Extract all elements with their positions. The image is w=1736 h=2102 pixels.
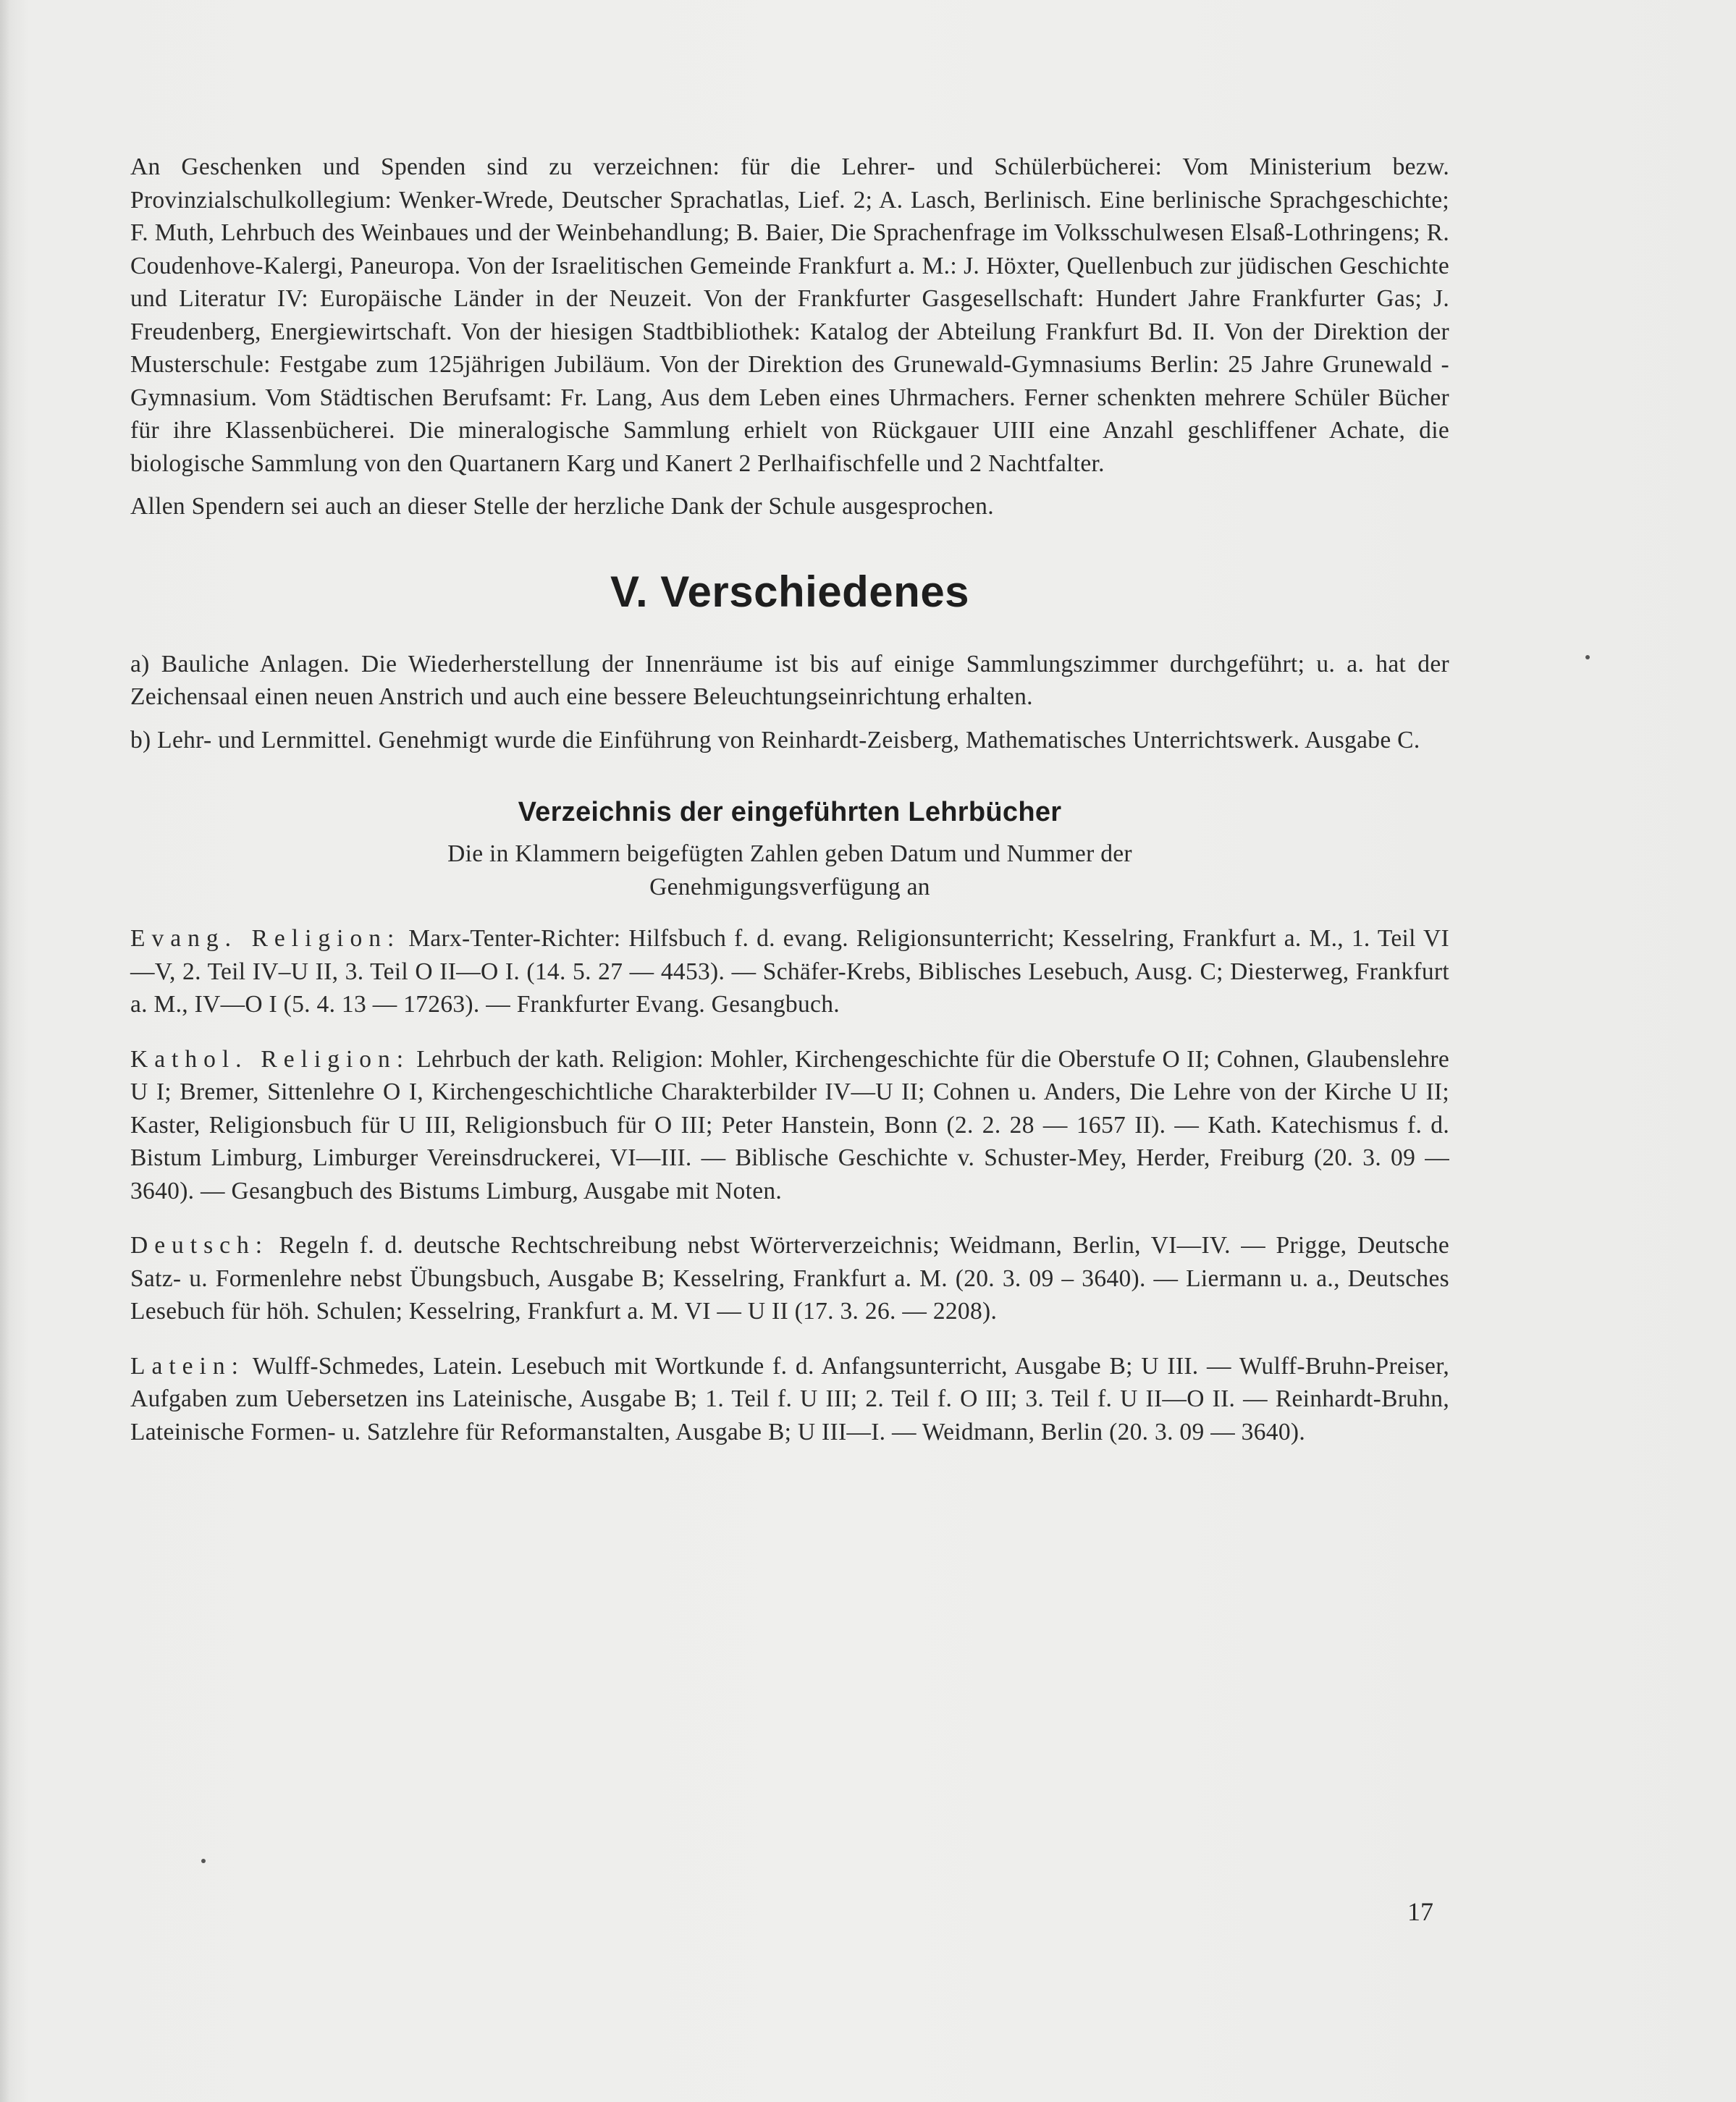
- ink-speck: [1585, 655, 1590, 659]
- subject-label: Evang. Religion:: [130, 925, 401, 952]
- page-content: [130, 151, 1449, 1470]
- subject-label: Latein:: [130, 1352, 245, 1380]
- page-number: 17: [1407, 1897, 1433, 1926]
- section-title: V. Verschiedenes: [610, 567, 970, 616]
- subject-text: Regeln f. d. deutsche Rechtschreibung nebst Wörterverzeichnis; Weidmann, Berlin, VI—IV. — Prigge, Deutsche Satz- u. Formenlehre nebst Übungsbuch, Ausgabe B; Kesselring, Frankfurt a. M. (20. 3. 09 – 3640). — Liermann u. a., Deutsches Lesebuch für höh. Schulen; Kesselring, Frankfurt a. M. VI — U II (17. 3. 26. — 2208).: [130, 1232, 1449, 1325]
- item-a-paragraph: a) Bauliche Anlagen. Die Wiederherstellung der Innenräume ist bis auf einige Sammlungszimmer durchgeführt; u. a. hat der Zeichensaal einen neuen Anstrich und auch eine bessere Beleuchtungseinrichtung erhalten.: [130, 650, 1449, 710]
- subject-latein: [130, 1350, 1449, 1449]
- list-title: Verzeichnis der eingeführten Lehrbücher: [518, 797, 1062, 827]
- subject-text: Wulff-Schmedes, Latein. Lesebuch mit Wortkunde f. d. Anfangsunterricht, Ausgabe B; U III. — Wulff-Bruhn-Preiser, Aufgaben zum Uebersetzen ins Lateinische, Ausgabe B; 1. Teil f. U III; 2. Teil f. O III; 3. Teil f. U II—O II. — Reinhardt-Bruhn, Lateinische Formen- u. Satzlehre für Reformanstalten, Ausgabe B; U III—I. — Weidmann, Berlin (20. 3. 09 — 3640).: [130, 1352, 1449, 1445]
- subject-label: Kathol. Religion:: [130, 1045, 410, 1073]
- list-note-line-2: Genehmigungsverfügung an: [649, 873, 930, 900]
- intro-paragraph: An Geschenken und Spenden sind zu verzeichnen: für die Lehrer- und Schülerbücherei: Vom Ministerium bezw. Provinzialschulkollegium: Wenker-Wrede, Deutscher Sprachatlas, Lief. 2; A. Lasch, Berlinisch. Eine berlinische Sprachgeschichte; F. Muth, Lehrbuch des Weinbaues und der Weinbehandlung; B. Baier, Die Sprachenfrage im Volksschulwesen Elsaß-Lothringens; R. Coudenhove-Kalergi, Paneuropa. Von der Israelitischen Gemeinde Frankfurt a. M.: J. Höxter, Quellenbuch zur jüdischen Geschichte und Literatur IV: Europäische Länder in der Neuzeit. Von der Frankfurter Gasgesellschaft: Hundert Jahre Frankfurter Gas; J. Freudenberg, Energiewirtschaft. Von der hiesigen Stadtbibliothek: Katalog der Abteilung Frankfurt Bd. II. Von der Direktion der Musterschule: Festgabe zum 125jährigen Jubiläum. Von der Direktion des Grunewald-Gymnasiums Berlin: 25 Jahre Grunewald - Gymnasium. Vom Städtischen Berufsamt: Fr. Lang, Aus dem Leben eines Uhrmachers. Ferner schenkten mehrere Schüler Bücher für ihre Klassenbücherei. Die mineralogische Sammlung erhielt von Rückgauer UIII eine Anzahl geschliffener Achate, die biologische Sammlung von den Quartanern Karg und Kanert 2 Perlhaifischfelle und 2 Nachtfalter.: [130, 153, 1449, 477]
- ink-speck: [201, 1859, 206, 1863]
- thanks-paragraph: Allen Spendern sei auch an dieser Stelle der herzliche Dank der Schule ausgesprochen.: [130, 493, 994, 520]
- subject-label: Deutsch:: [130, 1232, 269, 1259]
- list-note-line-1: Die in Klammern beigefügten Zahlen geben Datum und Nummer der: [447, 840, 1132, 867]
- subject-text: Lehrbuch der kath. Religion: Mohler, Kirchengeschichte für die Oberstufe O II; Cohnen, Glaubenslehre U I; Bremer, Sittenlehre O I, Kirchengeschichtliche Charakterbilder IV—U II; Cohnen u. Anders, Die Lehre von der Kirche U II; Kaster, Religionsbuch für U III, Religionsbuch für O III; Peter Hanstein, Bonn (2. 2. 28 — 1657 II). — Kath. Katechismus f. d. Bistum Limburg, Limburger Vereinsdruckerei, VI—III. — Biblische Geschichte v. Schuster-Mey, Herder, Freiburg (20. 3. 09 — 3640). — Gesangbuch des Bistums Limburg, Ausgabe mit Noten.: [130, 1045, 1449, 1204]
- item-b-paragraph: b) Lehr- und Lernmittel. Genehmigt wurde die Einführung von Reinhardt-Zeisberg, Mathematisches Unterrichtswerk. Ausgabe C.: [130, 726, 1420, 754]
- list-note: [130, 837, 1449, 903]
- subject-deutsch: [130, 1229, 1449, 1328]
- subject-evang-religion: [130, 922, 1449, 1021]
- subject-text: Marx-Tenter-Richter: Hilfsbuch f. d. evang. Religionsunterricht; Kesselring, Frankfurt a. M., 1. Teil VI—V, 2. Teil IV–U II, 3. Teil O II—O I. (14. 5. 27 — 4453). — Schäfer-Krebs, Biblisches Lesebuch, Ausg. C; Diesterweg, Frankfurt a. M., IV—O I (5. 4. 13 — 17263). — Frankfurter Evang. Gesangbuch.: [130, 925, 1449, 1018]
- subject-kathol-religion: [130, 1043, 1449, 1208]
